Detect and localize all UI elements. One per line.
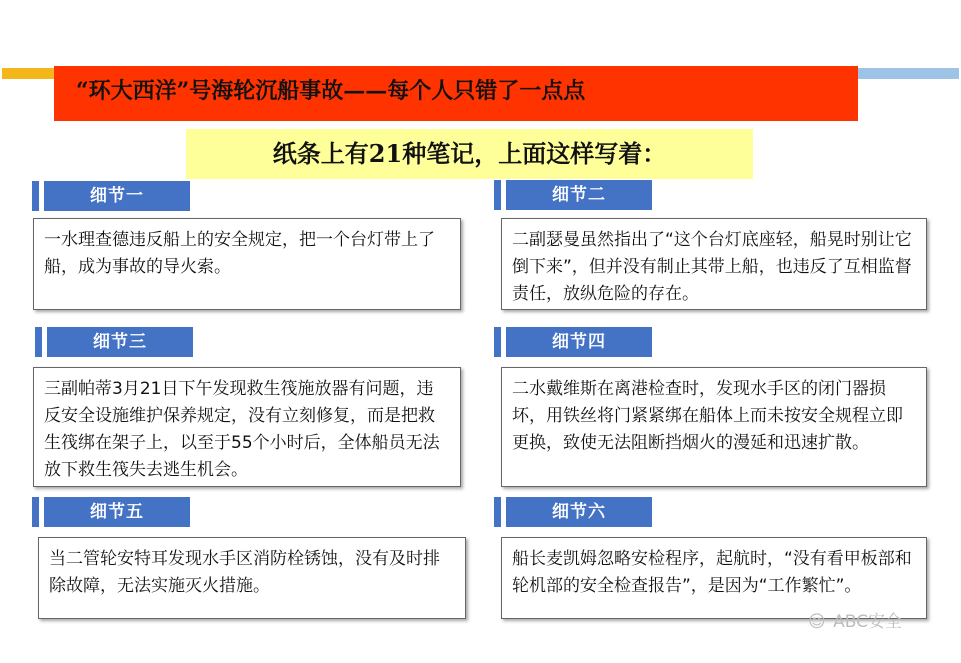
subtitle-banner: 纸条上有21种笔记，上面这样写着： (186, 129, 753, 179)
label-stub (32, 497, 39, 527)
label-stub (32, 181, 39, 211)
detail-label-5 (44, 497, 190, 527)
wechat-icon: ☺ (808, 612, 826, 632)
detail-label-text: 细节一 (90, 186, 144, 206)
detail-box-3: 三副帕蒂3月21日下午发现救生筏施放器有问题，违反安全设施维护保养规定，没有立刻修复，而是把救生筏绑在架子上，以至于55个小时后，全体船员无法放下救生筏失去逃生机会。 (33, 367, 461, 487)
detail-box-2: 二副瑟曼虽然指出了“这个台灯底座轻，船晃时别让它倒下来”，但并没有制止其带上船，也违反了互相监督责任，放纵危险的存在。 (501, 218, 927, 310)
detail-label-2 (506, 180, 652, 210)
detail-label-3 (47, 327, 193, 357)
accent-bar-right (858, 68, 959, 79)
detail-label-text: 细节六 (552, 502, 606, 522)
label-stub (494, 497, 501, 527)
detail-label-text: 细节二 (552, 185, 606, 205)
detail-label-text: 细节四 (552, 332, 606, 352)
detail-box-1: 一水理查德违反船上的安全规定，把一个台灯带上了船，成为事故的导火索。 (33, 218, 461, 310)
detail-label-4 (506, 327, 652, 357)
detail-box-4: 二水戴维斯在离港检查时，发现水手区的闭门器损坏，用铁丝将门紧紧绑在船体上而未按安全规程立即更换，致使无法阻断挡烟火的漫延和迅速扩散。 (501, 367, 927, 487)
detail-label-text: 细节五 (90, 502, 144, 522)
accent-bar-left (2, 68, 54, 79)
detail-label-text: 细节三 (93, 332, 147, 352)
watermark (808, 607, 902, 632)
label-stub (494, 180, 501, 210)
label-stub (35, 327, 42, 357)
watermark-text: ABC安全 (833, 612, 903, 632)
detail-box-5: 当二管轮安特耳发现水手区消防栓锈蚀，没有及时排除故障，无法实施灭火措施。 (38, 537, 466, 619)
label-stub (494, 327, 501, 357)
detail-box-6: 船长麦凯姆忽略安检程序，起航时，“没有看甲板部和轮机部的安全检查报告”，是因为“工作繁忙”。 (501, 537, 927, 619)
detail-label-1 (44, 181, 190, 211)
page-title: “环大西洋”号海轮沉船事故——每个人只错了一点点 (54, 66, 858, 121)
detail-label-6 (506, 497, 652, 527)
